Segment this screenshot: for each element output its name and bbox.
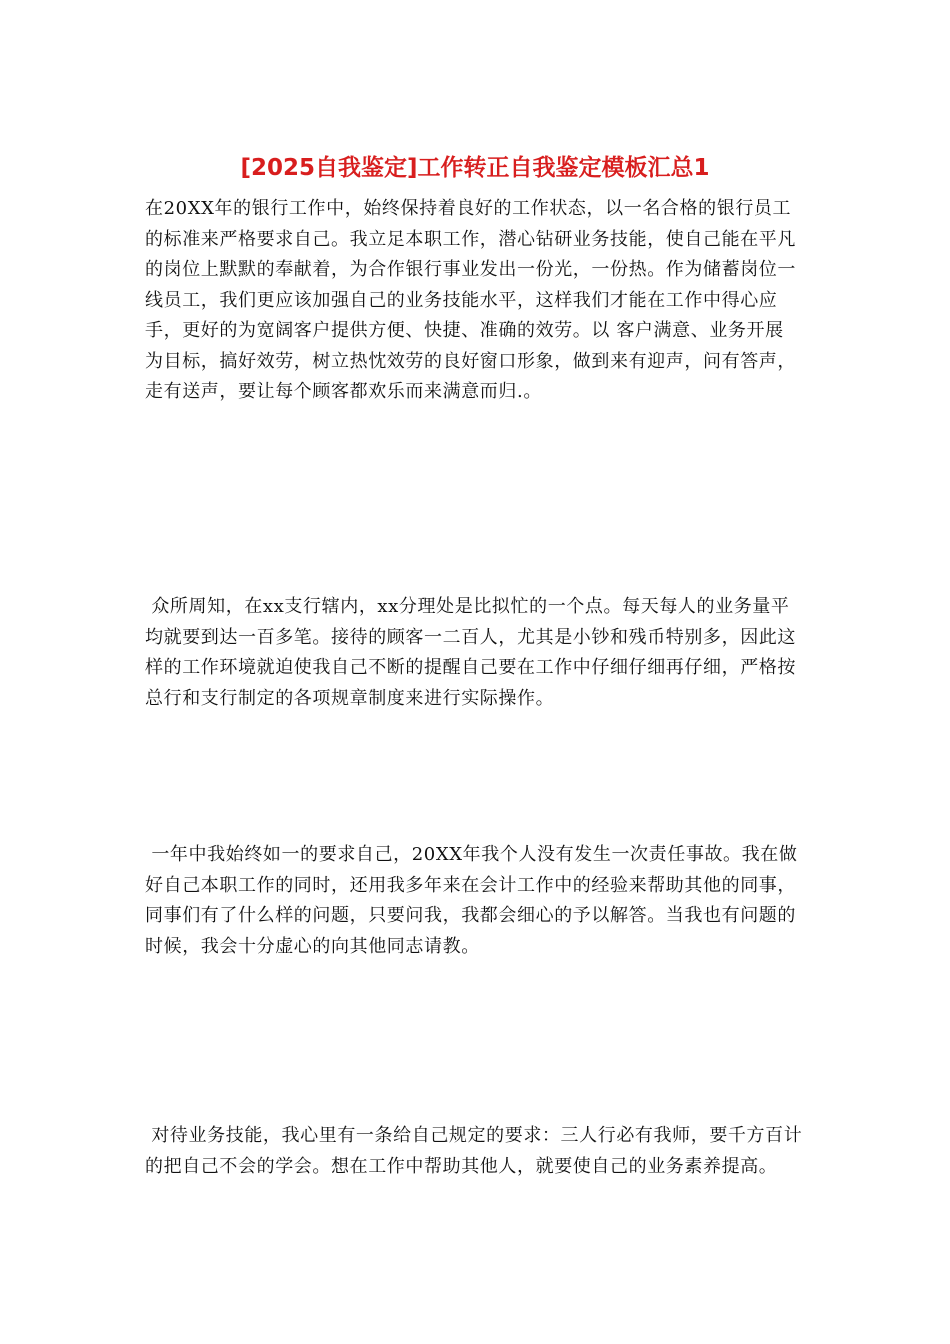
paragraph-2: 众所周知，在xx支行辖内，xx分理处是比拟忙的一个点。每天每人的业务量平均就要到达一百多笔。接待的顾客一二百人，尤其是小钞和残币特别多，因此这样的工作环境就迫使我自己不断的提醒自己要在工作中仔细仔细再仔细，严格按总行和支行制定的各项规章制度来进行实际操作。 [145, 596, 796, 709]
paragraph-4: 对待业务技能，我心里有一条给自己规定的要求：三人行必有我师，要千方百计的把自己不会的学会。想在工作中帮助其他人，就要使自己的业务素养提高。 [145, 1125, 803, 1177]
paragraph-1: 在20XX年的银行工作中，始终保持着良好的工作状态，以一名合格的银行员工的标准来严格要求自己。我立足本职工作，潜心钻研业务技能，使自己能在平凡的岗位上默默的奉献着，为合作银行事业发出一份光，一份热。作为储蓄岗位一线员工，我们更应该加强自己的业务技能水平，这样我们才能在工作中得心应手，更好的为宽阔客户提供方便、快捷、准确的效劳。以 客户满意、业务开展 为目标，搞好效劳，树立热忱效劳的良好窗口形象，做到来有迎声，问有答声，走有送声，要让每个顾客都欢乐而来满意而归.。 [145, 198, 796, 402]
paragraph-3: 一年中我始终如一的要求自己，20XX年我个人没有发生一次责任事故。我在做好自己本职工作的同时，还用我多年来在会计工作中的经验来帮助其他的同事，同事们有了什么样的问题，只要问我，我都会细心的予以解答。当我也有问题的时候，我会十分虚心的向其他同志请教。 [145, 844, 798, 957]
document-title: [2025自我鉴定]工作转正自我鉴定模板汇总1 [240, 155, 710, 181]
